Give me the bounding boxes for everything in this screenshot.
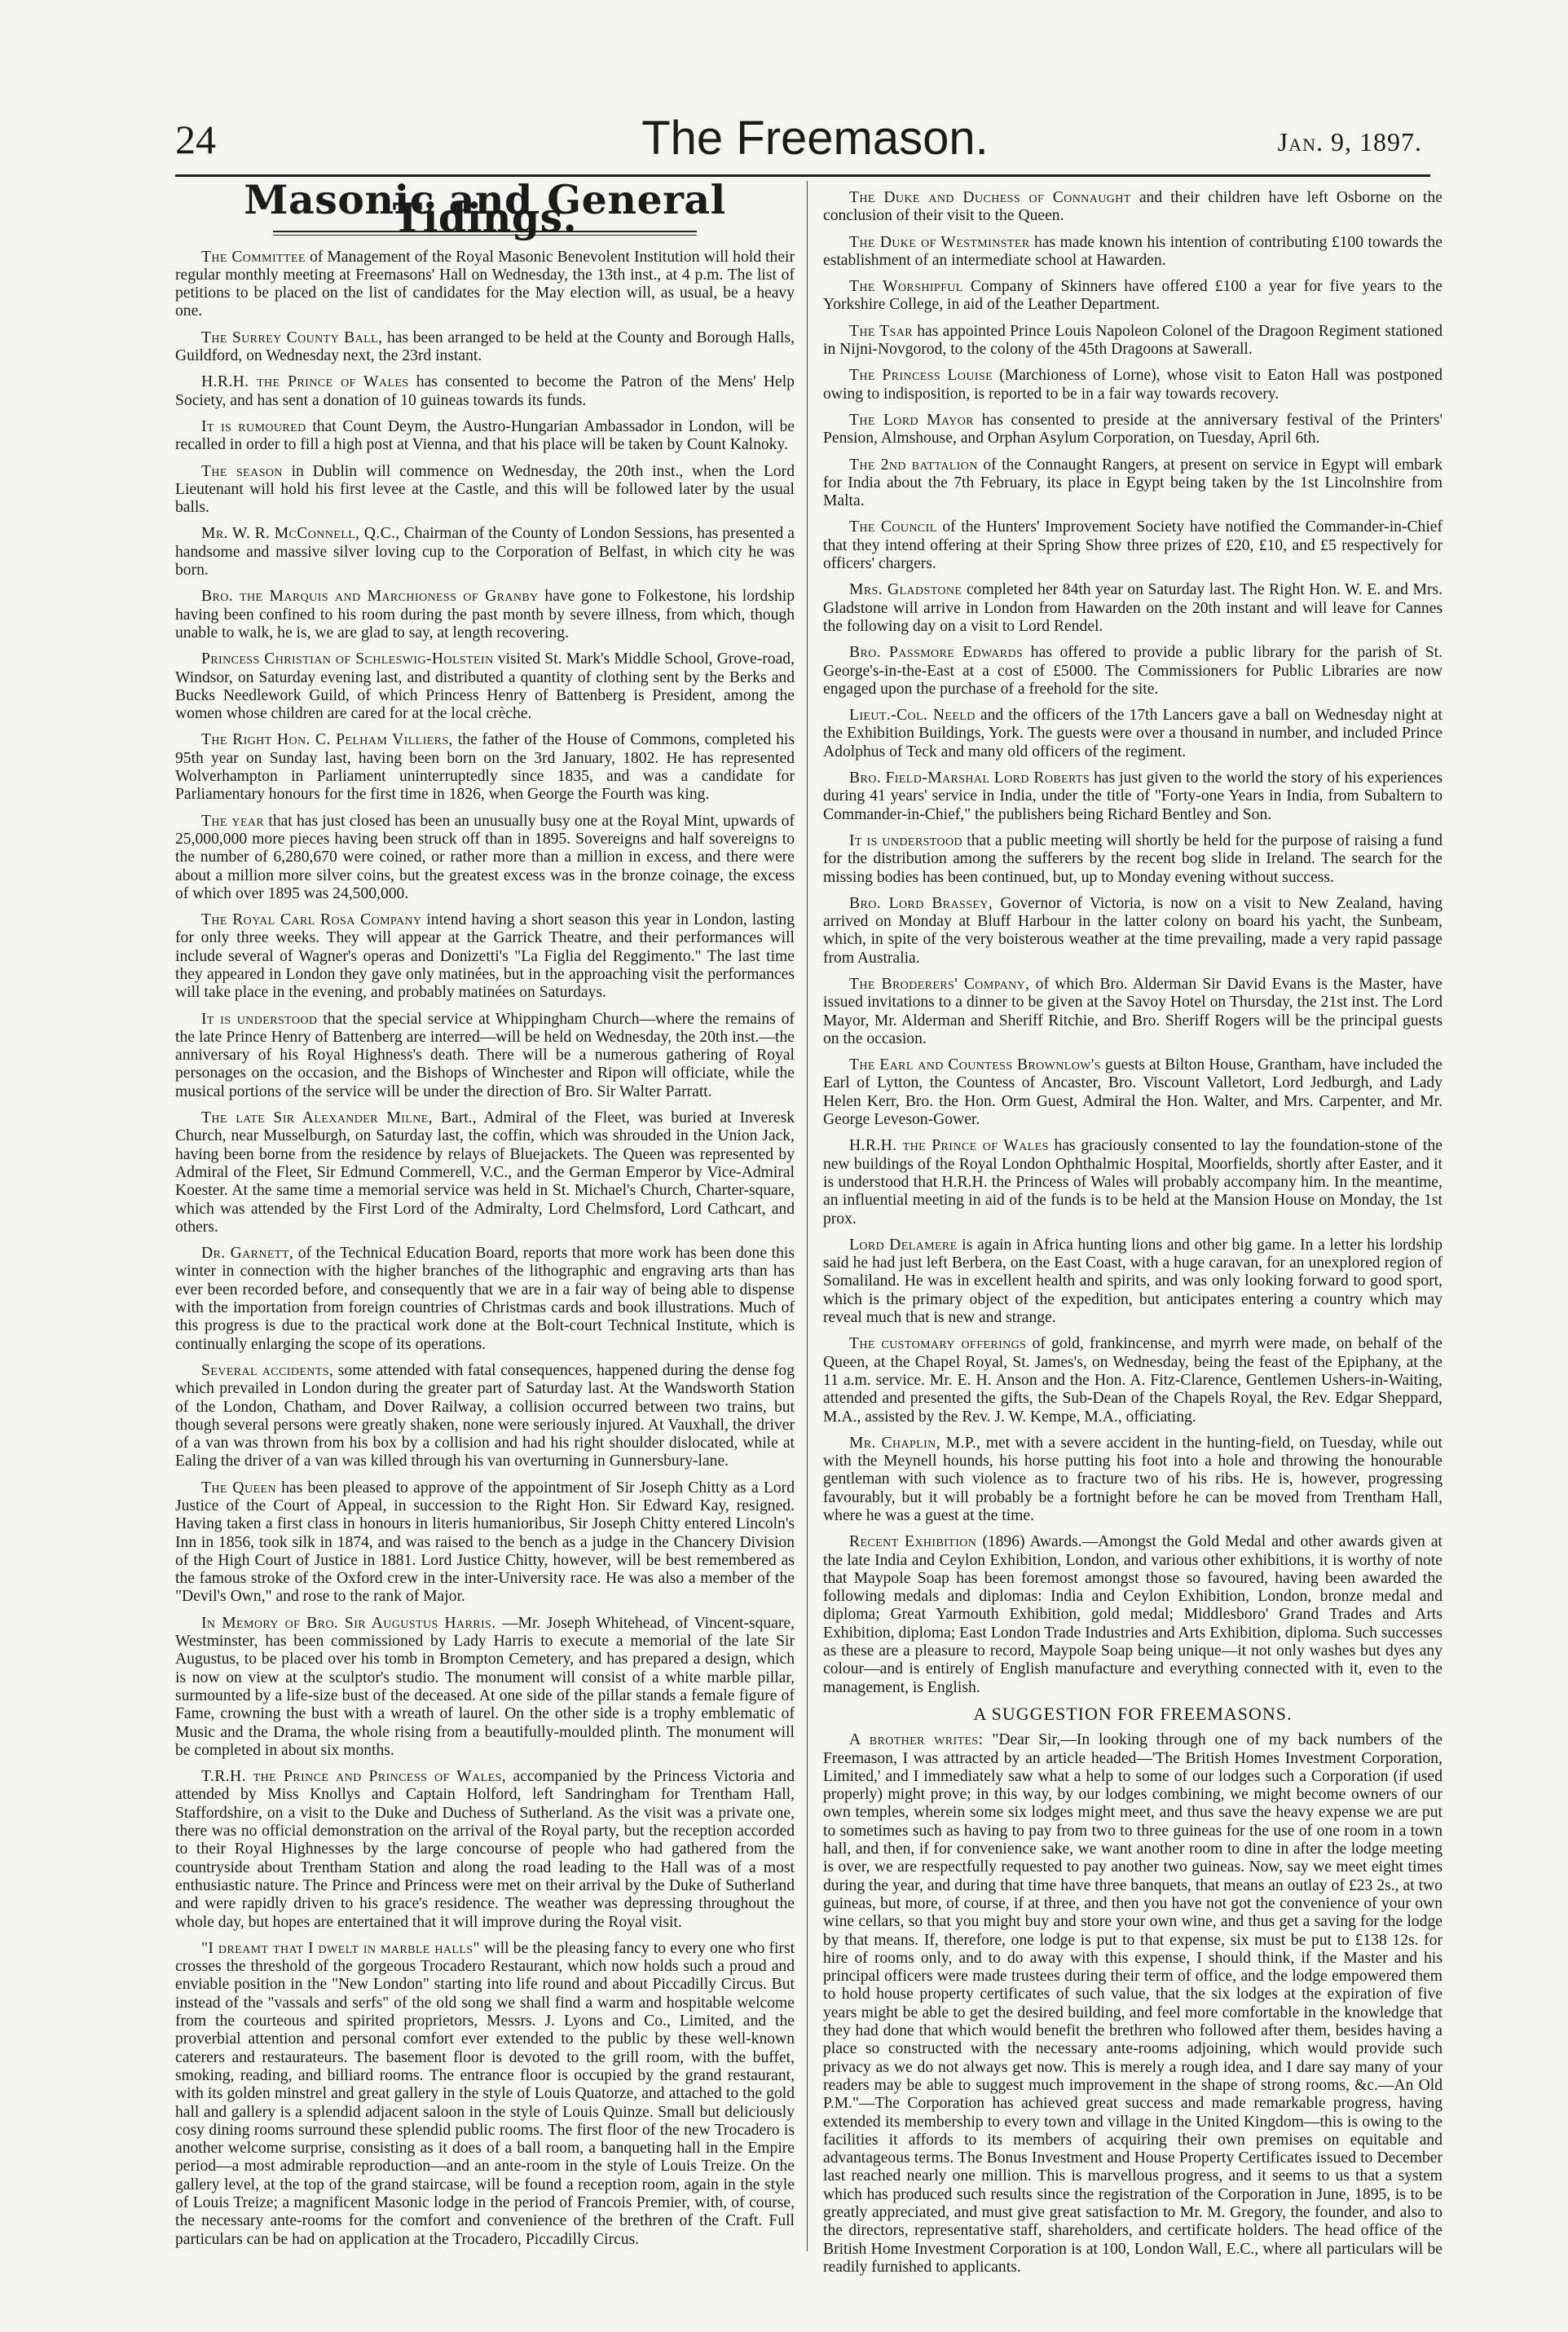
article-paragraph <box>175 525 795 580</box>
article-lead: The Duke and Duchess of Connaught <box>849 189 1131 206</box>
article-lead: The Surrey County Ball, <box>201 328 383 346</box>
article-text: and their children have left Osborne on the conclusion of their visit to the Queen. <box>823 189 1442 225</box>
article-paragraph <box>175 418 795 455</box>
article-paragraph <box>823 832 1442 887</box>
column-divider <box>807 181 808 2251</box>
article-text: has just given to the world the story of his experiences during 41 years' service in India, under the title of "Forty-one Years in India, from Subaltern to Commander-in-Chief," the publishers being Richard Bentley and Son. <box>823 769 1442 823</box>
article-text: of Management of the Royal Masonic Benevolent Institution will hold their regular monthly meeting at Freemasons' Hall on Wednesday, the 13th inst., at 4 p.m. The list of petitions to be placed on the list of candidates for the May election will, as usual, be a heavy one. <box>175 248 795 320</box>
article-paragraph <box>823 412 1442 448</box>
article-lead: The Tsar <box>849 322 913 340</box>
article-paragraph <box>823 895 1442 968</box>
article-paragraph <box>823 1056 1442 1129</box>
article-text: will be the pleasing fancy to every one who first crosses the threshold of the gorgeous Trocadero Restaurant, which now holds such a proud and enviable position in the "New London" starting into life round and about Piccadilly Circus. But instead of the "vassals and serfs" of the old song we shall find a warm and hospitable welcome from the courteous and spirited proprietors, Messrs. J. Lyons and Co., Limited, and the proverbial attention and personal comfort ever extended to the public by these well-known caterers and restaurateurs. The basement floor is devoted to the grill room, with the buffet, smoking, reading, and billiard rooms. The entrance floor is occupied by the grand restaurant, with its golden minstrel and great gallery in the style of Louis Quatorze, and attached to the gold hall and gallery is a splendid adjacent saloon in the style of Louis Quinze. Small but deliciously cosy dining rooms surround these splendid public rooms. The first floor of the new Trocadero is another welcome surprise, consisting as it does of a ball room, a banqueting hall in the Empire period—a most admirable reproduction—and an ante-room in the style of Louis Treize. On the gallery level, at the top of the grand staircase, will be found a reception room, again in the style of Louis Treize; a magnificent Masonic lodge in the period of Francois Premier, with, of course, the necessary ante-rooms for the comfort and convenience of the brethren of the Craft. Full particulars can be had on application at the Trocadero, Piccadilly Circus. <box>175 1939 795 2248</box>
article-lead: The Council <box>849 518 937 536</box>
left-column <box>175 176 795 2258</box>
article-lead: Bro. Passmore Edwards <box>849 644 1024 662</box>
article-lead: The Committee <box>201 248 306 266</box>
article-paragraph <box>175 1011 795 1101</box>
article-text: have gone to Folkestone, his lordship having been confined to his room during the past month by severe illness, from which, though unable to walk, he is, we are glad to say, at length recovering. <box>175 588 795 641</box>
article-lead: Recent Exhibition <box>849 1533 977 1551</box>
article-text: of the Connaught Rangers, at present on service in Egypt will embark for India about the 7th February, its place in Egypt being taken by the 1st Lincolnshire from Malta. <box>823 456 1442 510</box>
suggestion-lead: A brother writes: <box>849 1731 984 1749</box>
issue-date: Jan. 9, 1897. <box>1277 127 1422 156</box>
article-paragraph <box>175 1615 795 1760</box>
newspaper-title: The Freemason. <box>641 112 989 165</box>
article-text: Chairman of the County of London Sessions, has presented a handsome and massive silver loving cup to the Corporation of Belfast, in which city he was born. <box>175 525 795 580</box>
article-text: completed her 84th year on Saturday last. The Right Hon. W. E. and Mrs. Gladstone will arrive in London from Hawarden on the 20th instant and will leave for Cannes the following day on a visit to Lord Rendel. <box>823 581 1442 635</box>
article-lead: The Queen <box>201 1479 276 1497</box>
article-lead: The year <box>201 812 265 830</box>
article-lead: The Worshipful <box>849 278 963 296</box>
article-paragraph <box>823 367 1442 403</box>
suggestion-heading: A SUGGESTION FOR FREEMASONS. <box>973 1703 1293 1724</box>
article-paragraph <box>823 976 1442 1048</box>
article-lead: Dr. Garnett, <box>201 1245 294 1263</box>
article-paragraph <box>175 650 795 723</box>
article-paragraph <box>175 588 795 642</box>
article-lead: Lieut.-Col. Neeld <box>849 707 976 725</box>
article-text: Bart., Admiral of the Fleet, was buried at Inveresk Church, near Musselburgh, on Saturday last, the coffin, which was shrouded in the Union Jack, having been borne from the residence by relays of Bluejackets. The Queen was represented by Admiral of the Fleet, Sir Edmund Commerell, V.C., and the German Emperor by Vice-Admiral Koester. At the same time a memorial service was held in St. Michael's Church, Charter-square, which was attended by the First Lord of the Admiralty, Lord Chelmsford, Lord Cathcart, and others. <box>175 1109 795 1236</box>
article-text: has graciously consented to lay the foundation-stone of the new buildings of the Royal London Ophthalmic Hospital, Moorfields, shortly after Easter, and it is understood that H.R.H. the Princess of Wales will probably accompany him. In the meantime, an influential meeting in aid of the funds is to be held at the Mansion House on Monday, the 1st prox. <box>823 1137 1442 1228</box>
article-text: has appointed Prince Louis Napoleon Colonel of the Dragoon Regiment stationed in Nijni-Novgorod, to the colony of the 45th Dragoons at Sawerall. <box>823 322 1442 359</box>
article-paragraph <box>823 1137 1442 1228</box>
article-lead: "I dreamt that I dwelt in marble halls" <box>201 1939 480 1957</box>
article-paragraph <box>175 463 795 518</box>
article-paragraph <box>175 373 795 410</box>
article-paragraph <box>823 323 1442 359</box>
article-text: has been pleased to approve of the appointment of Sir Joseph Chitty as a Lord Justice of the Court of Appeal, in succession to the Right Hon. Sir Edward Kay, resigned. Having taken a first class in honours in literis humanioribus, Sir Joseph Chitty entered Lincoln's Inn in 1856, took silk in 1874, and was raised to the bench as a judge in the Chancery Division of the High Court of Justice in 1881. Lord Justice Chitty, however, will be best remembered as the famous stroke of the Oxford crew in the inter-University race. He was also a member of the "Devil's Own," and rose to the rank of Major. <box>175 1479 795 1606</box>
article-lead: Bro. Lord Brassey, <box>849 894 993 912</box>
article-lead: Several accidents, <box>201 1361 334 1379</box>
article-paragraph <box>823 769 1442 824</box>
article-lead: The Right Hon. C. Pelham Villiers, <box>201 731 453 749</box>
article-lead: Princess Christian of Schleswig-Holstein <box>201 650 494 668</box>
article-paragraph <box>823 707 1442 761</box>
page-number: 24 <box>175 117 216 162</box>
article-text: visited St. Mark's Middle School, Grove-road, Windsor, on Saturday evening last, and distributed a quantity of clothing sent by the Berks and Bucks Needlework Guild, of which Princess Henry of Battenberg is President, among the women whose children are cared for at the local crèche. <box>175 650 795 723</box>
article-text: has offered to provide a public library for the parish of St. George's-in-the-East at a cost of £5000. The Commissioners for Public Libraries are now engaged upon the purchase of a freehold for the site. <box>823 644 1442 698</box>
article-paragraph <box>175 731 795 804</box>
right-column <box>823 189 1443 2276</box>
article-lead: It is understood <box>201 1010 318 1028</box>
article-paragraph <box>175 329 795 366</box>
article-text: (Marchioness of Lorne), whose visit to Eaton Hall was postponed owing to indisposition, is reported to be in a fair way towards recovery. <box>823 367 1442 403</box>
article-text: that a public meeting will shortly be held for the purpose of raising a fund for the distribution among the sufferers by the recent bog slide in Ireland. The search for the missing bodies has been continued, but, up to Monday evening without success. <box>823 831 1443 886</box>
article-lead: The season <box>201 462 283 480</box>
article-lead: Mr. W. R. McConnell, Q.C., <box>201 525 400 543</box>
article-text: —Mr. Joseph Whitehead, of Vincent-square, Westminster, has been commissioned by Lady Harris to execute a memorial of the late Sir Augustus, to be placed over his tomb in Brompton Cemetery, and has prepared a design, which is now on view at the sculptor's studio. The monument will consist of a white marble pillar, surmounted by a life-size bust of the deceased. At one side of the pillar stands a female figure of Fame, crowning the bust with a wreath of laurel. On the other side is a trophy emblematic of Music and the Drama, the whole rising from a beautifully-moulded plinth. The monument will be completed in about six months. <box>175 1614 795 1759</box>
article-lead: The Duke of Westminster <box>849 233 1030 251</box>
article-text: has consented to become the Patron of the Mens' Help Society, and has sent a donation of 10 guineas towards its funds. <box>175 373 795 409</box>
article-paragraph <box>823 278 1442 315</box>
article-text: is again in Africa hunting lions and other big game. In a letter his lordship said he had just left Berbera, on the East Coast, with a huge caravan, for an unexplored region of Somaliland. He was in excellent health and spirits, and was only looking forward to good sport, which is the primary object of the expedition, but anticipates entering a country which may reveal much that is new and strange. <box>823 1236 1442 1327</box>
article-text: and the officers of the 17th Lancers gave a ball on Wednesday night at the Exhibition Buildings, York. The guests were over a thousand in number, and included Prince Adolphus of Teck and many old officers of the regiment. <box>823 707 1442 760</box>
article-paragraph <box>175 911 795 1002</box>
article-lead: The Earl and Countess Brownlow's <box>849 1056 1101 1074</box>
right-articles <box>823 189 1442 1697</box>
article-text: of the Hunters' Improvement Society have notified the Commander-in-Chief that they intend offering at their Spring Show three prizes of £20, £10, and £5 respectively for officers' chargers. <box>823 518 1442 573</box>
article-text: of the Technical Education Board, reports that more work has been done this winter in connection with the higher branches of the lithographic and engraving arts than has ever been recorded before, and consequently that we are in a fair way of being able to dispense with the importation from foreign countries of Christmas cards and book illustrations. Much of this progress is due to the practical work done at the Bolt-court Technical Institute, which is continually enlarging the scope of its operations. <box>175 1245 795 1353</box>
article-lead: Mr. Chaplin, M.P., <box>849 1434 981 1452</box>
article-lead: The late Sir Alexander Milne, <box>201 1109 433 1127</box>
article-lead: Bro. Field-Marshal Lord Roberts <box>849 769 1090 787</box>
article-lead: The Broderers' Company, <box>849 975 1030 993</box>
article-lead: The Princess Louise <box>849 367 993 385</box>
section-title: Masonic and General Tidings. <box>244 176 726 242</box>
article-lead: T.R.H. the Prince and Princess of Wales, <box>201 1768 507 1786</box>
article-text: that Count Deym, the Austro-Hungarian Ambassador in London, will be recalled in order to fill a high post at Vienna, and that his place will be taken by Count Kalnoky. <box>175 417 795 454</box>
article-lead: The Royal Carl Rosa Company <box>201 911 422 929</box>
article-lead: H.R.H. the Prince of Wales <box>849 1137 1049 1155</box>
article-paragraph <box>823 1237 1442 1327</box>
article-paragraph <box>175 1479 795 1607</box>
article-paragraph <box>823 1335 1442 1426</box>
article-text: met with a severe accident in the hunting-field, on Tuesday, while out with the Meynell hounds, his horse putting his foot into a hole and throwing the honourable gentleman with such violence as to fracture two of his ribs. He is, however, progressing favourably, but it will probably be a fortnight before he can be moved from Trentham Hall, where he was a guest at the time. <box>823 1434 1442 1524</box>
article-text: guests at Bilton House, Grantham, have included the Earl of Lytton, the Countess of Ancaster, Bro. Viscount Valletort, Lord Jedburgh, and Lady Helen Kerr, Bro. the Hon. Orm Guest, Admiral the Hon. Walter, and Mrs. Carpenter, and Mr. George Leveson-Gower. <box>823 1056 1442 1129</box>
article-lead: The Lord Mayor <box>849 411 974 429</box>
left-articles <box>175 249 795 2249</box>
article-text: accompanied by the Princess Victoria and attended by Miss Knollys and Captain Holford, left Sandringham for Trentham Hall, Staffordshire, on a visit to the Duke and Duchess of Sutherland. As the visit was a private one, there was no official demonstration on the arrival of the Royal party, but the reception accorded to their Royal Highnesses by the large concourse of people who had gathered from the countryside about Trentham Station and along the road leading to the Hall was of a most enthusiastic nature. The Prince and Princess were met on their arrival by the Duke of Sutherland and were rapidly driven to his grace's residence. The weather was depressing throughout the whole day, but hopes are entertained that it will improve during the Royal visit. <box>175 1768 795 1931</box>
article-paragraph <box>823 518 1442 573</box>
article-paragraph <box>823 456 1442 511</box>
article-paragraph <box>175 1109 795 1237</box>
suggestion-paragraph <box>823 1731 1442 2277</box>
article-paragraph <box>175 1940 795 2249</box>
article-paragraph <box>823 644 1442 699</box>
article-text: in Dublin will commence on Wednesday, the 20th inst., when the Lord Lieutenant will hold his first levee at the Castle, and this will be followed later by the usual balls. <box>175 462 795 517</box>
article-paragraph <box>823 234 1442 271</box>
article-paragraph <box>823 1435 1442 1525</box>
article-text: has been arranged to be held at the County and Borough Halls, Guildford, on Wednesday next, the 23rd instant. <box>175 328 795 365</box>
article-paragraph <box>823 581 1442 636</box>
article-text: Governor of Victoria, is now on a visit to New Zealand, having arrived on Monday at Bluff Harbour in the latter colony on board his yacht, the Sunbeam, which, in spite of the very boisterous weather at the time prevailing, made a very rapid passage from Australia. <box>823 894 1442 967</box>
article-text: that the special service at Whippingham Church—where the remains of the late Prince Henry of Battenberg are interred—will be held on Wednesday, the 20th inst.—the anniversary of his Royal Highness's death. There will be a numerous gathering of Royal personages on the occasion, and the Bishops of Winchester and Ripon will officiate, while the musical portions of the service will be under the direction of Bro. Sir Walter Parratt. <box>175 1010 795 1100</box>
article-text: has consented to preside at the anniversary festival of the Printers' Pension, Almshouse, and Orphan Asylum Corporation, on Tuesday, April 6th. <box>823 411 1442 447</box>
article-paragraph <box>175 813 795 903</box>
article-text: some attended with fatal consequences, happened during the dense fog which prevailed in London during the greater part of Saturday last. At the Wandsworth Station of the London, Chatham, and Dover Railway, a collision occurred between two trains, but though several persons were greatly shaken, none were seriously injured. At Vauxhall, the driver of a van was thrown from his box by a collision and had his right shoulder dislocated, while at Ealing the driver of a van was killed through his van overturning in Gunnersbury-lane. <box>175 1361 795 1470</box>
article-text: has made known his intention of contributing £100 towards the establishment of an intermediate school at Hawarden. <box>823 233 1442 269</box>
article-lead: It is understood <box>849 831 963 849</box>
article-text: intend having a short season this year in London, lasting for only three weeks. They will appear at the Garrick Theatre, and their performances will include several of Wagner's operas and Donizetti's "La Figlia del Reggimento." The last time they appeared in London they gave only matinées, but in the approaching visit the performances will take place in the evening, and probably matinées on Saturdays. <box>175 911 795 1002</box>
masthead <box>175 111 1455 171</box>
article-paragraph <box>175 1362 795 1471</box>
article-paragraph <box>175 1768 795 1932</box>
article-lead: The customary offerings <box>849 1335 1027 1353</box>
article-lead: It is rumoured <box>201 417 306 435</box>
article-lead: The 2nd battalion <box>849 456 978 474</box>
article-text: that has just closed has been an unusually busy one at the Royal Mint, upwards of 25,000,000 more pieces having been struck off than in 1895. Sovereigns and half sovereigns to the number of 6,280,670 were coined, or rather more than a million in excess, and there were about a million more silver coins, but the greatest excess was in the bronze coinage, the excess of which over 1895 was 24,500,000. <box>175 812 795 902</box>
article-paragraph <box>823 189 1442 226</box>
article-text: (1896) Awards.—Amongst the Gold Medal and other awards given at the late India and Ceylon Exhibition, London, and various other exhibitions, it is worthy of note that Maypole Soap has been foremost amongst those so favoured, having been awarded the following medals and diplomas: India and Ceylon Exhibition, London, bronze medal and diploma; Great Yarmouth Exhibition, gold medal; Middlesboro' Grand Trades and Arts Exhibition, diploma; East London Trade Industries and Arts Exhibition, diploma. Such successes as these are a pleasure to record, Maypole Soap being unique—it not only washes but dyes any colour—and is entirely of English manufacture and everything connected with it, even to the management, is English. <box>823 1533 1442 1696</box>
article-lead: Mrs. Gladstone <box>849 581 962 599</box>
article-text: of which Bro. Alderman Sir David Evans is the Master, have issued invitations to a dinner to be given at the Savoy Hotel on Thursday, the 21st inst. The Lord Mayor, Mr. Alderman and Sheriff Ritchie, and Bro. Sheriff Rogers will be the principal guests on the occasion. <box>823 975 1442 1047</box>
suggestion-text: "Dear Sir,—In looking through one of my back numbers of the Freemason, I was attracted by an article headed—'The British Homes Investment Corporation, Limited,' and I immediately saw what a help to some of our lodges such a Corporation (if used properly) might prove; in this way, by our lodges combining, we might become owners of our own temples, wherein some six lodges might meet, and thus save the heavy expense we are put to sometimes such as having to pay from two to three guineas for the use of one room in a town hall, and then, if for convenience sake, we want another room to dine in after the lodge meeting is over, we are respectfully requested to pay another two guineas. Now, say we meet eight times during the year, and during that time have three banquets, that means an outlay of £23 2s., at two guineas, but more, of course, if at three, and then you have not got the convenience of your own wine cellars, so that you might buy and store your own wine, and thus get a saving for the lodge by that means. If, therefore, one lodge is put to that expense, six must be put to £138 12s. for hire of rooms only, and to do away with this expense, I should think, if the Master and his principal officers were made trustees during their term of office, and the lodge empowered them to hold house property certificates of such value, that the six lodges at the expiration of five years might be able to get the desired building, and feel more comfortable in the knowledge that they had done that which would benefit the brethren who followed after them, besides having a place so constructed with the necessary ante-rooms adjoining, which would provide such privacy as we do not always get now. This is merely a rough idea, and I dare say many of your readers may be able to suggest much improvement in the shape of strong rooms, &c.—An Old P.M."—The Corporation has achieved great success and made remarkable progress, having extended its membership to every town and village in the United Kingdom—this is owing to the facilities it affords to its members of acquiring their own premises on equitable and advantageous terms. The Bonus Investment and House Property Certificates issued to December last reached nearly one million. This is marvellous progress, and it seems to us that a system which has produced such results since the registration of the Corporation in June, 1895, is to be greatly appreciated, and must give great satisfaction to Mr. M. Gregory, the founder, and also to the directors, representative staff, shareholders, and certificate holders. The head office of the British Home Investment Corporation is at 100, London Wall, E.C., where all particulars will be readily furnished to applicants. <box>823 1731 1442 2276</box>
article-lead: In Memory of Bro. Sir Augustus Harris. <box>201 1614 496 1632</box>
article-paragraph <box>175 1245 795 1354</box>
article-text: of gold, frankincense, and myrrh were made, on behalf of the Queen, at the Chapel Royal, St. James's, on Wednesday, being the feast of the Epiphany, at the 11 a.m. service. Mr. E. H. Anson and the Hon. A. Fitz-Clarence, Gentlemen Ushers-in-Waiting, attended and presented the gifts, the Sub-Dean of the Chapels Royal, the Rev. Edgar Sheppard, M.A., assisted by the Rev. J. W. Kempe, M.A., officiating. <box>823 1335 1442 1426</box>
article-lead: H.R.H. the Prince of Wales <box>201 373 409 391</box>
article-paragraph <box>823 1533 1442 1697</box>
article-text: Company of Skinners have offered £100 a year for five years to the Yorkshire College, in aid of the Leather Department. <box>823 278 1442 314</box>
article-lead: Bro. the Marquis and Marchioness of Granby <box>201 588 539 606</box>
article-paragraph <box>175 249 795 321</box>
article-text: the father of the House of Commons, completed his 95th year on Sunday last, having been born on the 3rd January, 1802. He has represented Wolverhampton in Parliament uninterruptedly since 1835, and was a candidate for Parliamentary honours for the first time in 1826, when George the Fourth was king. <box>175 731 795 804</box>
article-lead: Lord Delamere <box>849 1236 958 1254</box>
